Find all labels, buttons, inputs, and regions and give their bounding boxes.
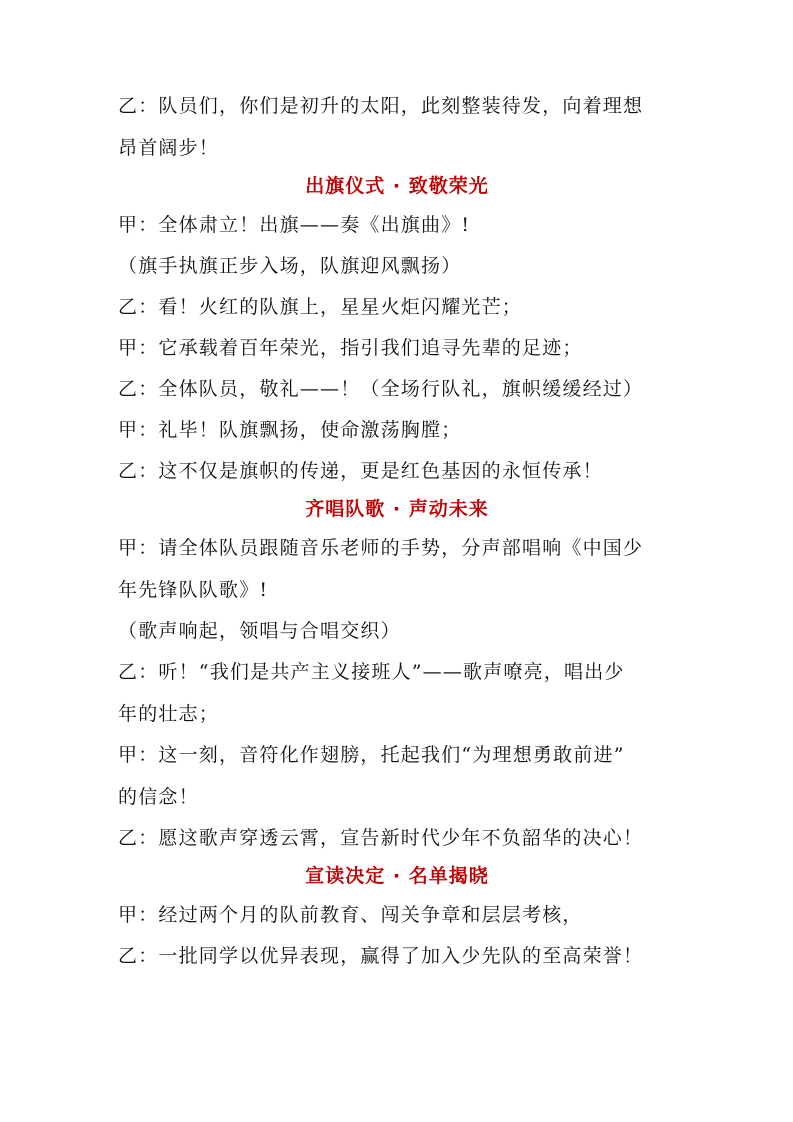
speaker-colon: ： (138, 744, 159, 766)
speaker-colon: ： (138, 827, 159, 849)
dialogue-line (118, 296, 676, 318)
speaker-label: 甲 (118, 537, 139, 559)
speaker-colon: ： (138, 95, 159, 117)
dialogue-text: 这一刻，音符化作翅膀，托起我们“为理想勇敢前进” (158, 744, 625, 766)
speaker-label: 乙 (118, 378, 139, 400)
speaker-label: 甲 (118, 419, 139, 441)
speaker-label: 甲 (118, 904, 139, 926)
speaker-label: 乙 (118, 460, 139, 482)
dialogue-line (118, 904, 676, 926)
speaker-label: 乙 (118, 661, 139, 683)
section-heading: 齐唱队歌 · 声动未来 (305, 498, 489, 520)
dialogue-text: 它承载着百年荣光，指引我们追寻先辈的足迹； (158, 337, 583, 359)
section-heading: 宣读决定 · 名单揭晓 (305, 865, 489, 887)
dialogue-text: 愿这歌声穿透云霄，宣告新时代少年不负韶华的决心！ (158, 827, 644, 849)
speaker-label: 乙 (118, 95, 139, 117)
stage-direction: （旗手执旗正步入场，队旗迎风飘扬） (118, 255, 462, 277)
dialogue-text: 礼毕！队旗飘扬，使命激荡胸膛； (158, 419, 462, 441)
speaker-colon: ： (138, 460, 159, 482)
speaker-label: 甲 (118, 744, 139, 766)
dialogue-text: 请全体队员跟随音乐老师的手势，分声部唱响《中国少 (158, 537, 644, 559)
dialogue-text: 看！火红的队旗上，星星火炬闪耀光芒； (158, 296, 523, 318)
dialogue-line (118, 378, 676, 400)
dialogue-text: 全体队员，敬礼——！（全场行队礼，旗帜缓缓经过） (158, 378, 644, 400)
speaker-colon: ： (138, 296, 159, 318)
dialogue-text: 这不仅是旗帜的传递，更是红色基因的永恒传承！ (158, 460, 603, 482)
speaker-colon: ： (138, 661, 159, 683)
speaker-colon: ： (138, 214, 159, 236)
dialogue-line (118, 827, 676, 849)
dialogue-line (118, 337, 676, 359)
speaker-colon: ： (138, 337, 159, 359)
dialogue-continuation: 年的壮志； (118, 703, 220, 725)
dialogue-line (118, 537, 676, 559)
dialogue-line (118, 419, 676, 441)
dialogue-text: 经过两个月的队前教育、闯关争章和层层考核， (158, 904, 583, 926)
speaker-label: 乙 (118, 827, 139, 849)
dialogue-line (118, 661, 676, 683)
speaker-colon: ： (138, 904, 159, 926)
speaker-label: 甲 (118, 337, 139, 359)
speaker-colon: ： (138, 419, 159, 441)
speaker-label: 甲 (118, 214, 139, 236)
dialogue-line (118, 744, 676, 766)
dialogue-text: 全体肃立！出旗——奏《出旗曲》! (158, 214, 471, 236)
dialogue-text: 队员们，你们是初升的太阳，此刻整装待发，向着理想 (158, 95, 644, 117)
stage-direction: （歌声响起，领唱与合唱交织） (118, 620, 401, 642)
section-heading: 出旗仪式 · 致敬荣光 (305, 175, 489, 197)
dialogue-continuation: 昂首阔步！ (118, 137, 220, 159)
dialogue-line (118, 460, 676, 482)
dialogue-text: 听！“我们是共产主义接班人”——歌声嘹亮，唱出少 (158, 661, 625, 683)
speaker-colon: ： (138, 378, 159, 400)
dialogue-line (118, 945, 676, 967)
speaker-label: 乙 (118, 296, 139, 318)
dialogue-text: 一批同学以优异表现，赢得了加入少先队的至高荣誉！ (158, 945, 644, 967)
dialogue-continuation: 年先锋队队歌》! (118, 579, 269, 601)
dialogue-line (118, 95, 676, 117)
dialogue-continuation: 的信念！ (118, 786, 199, 808)
speaker-label: 乙 (118, 945, 139, 967)
dialogue-line (118, 214, 676, 236)
document-page (118, 95, 676, 986)
speaker-colon: ： (138, 537, 159, 559)
speaker-colon: ： (138, 945, 159, 967)
